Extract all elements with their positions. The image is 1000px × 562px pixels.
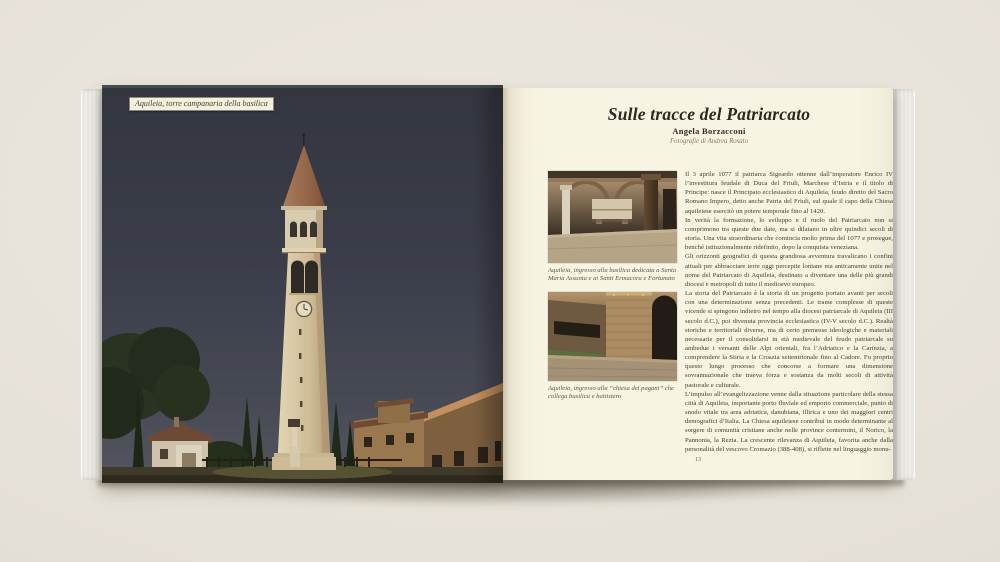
body-text-column xyxy=(685,170,893,454)
body-paragraph-5: L’impulso all’evangelizzazione venne dalla situazione particolare della stessa città di Aquileia, importante porto fluviale ed emporio commerciale, punto di snodo vitale tra area adriatica, danubiana, illirica e uno dei maggiori centri demografici d’Italia. La Chiesa aquileiese contribuì in modo determinante al sorgere di comunità cristiane anche nelle province contermini, il Norico, la Pannonia, la Rezia. La crescente rilevanza di Aquileia, favorita anche dalla personalità del vescovo Cromazio (388-408), si riflette nel linguaggio monu- xyxy=(685,390,893,453)
bell-tower-photo xyxy=(102,85,503,483)
gutter-shading xyxy=(473,85,503,483)
figure-caption-1: Aquileia, ingresso alla basilica dedicata a Santa Maria Assunta e ai Santi Ermacora e Fortunato xyxy=(548,267,677,282)
chiesa-dei-pagani-photo xyxy=(548,292,677,381)
body-paragraph-1: Il 3 aprile 1077 il patriarca Sigeardo ottenne dall’imperatore Enrico IV l’investitura feudale di Duca del Friuli, Marchese d’Istria e il titolo di Principe: nasce il Principato ecclesiastico di Aquileia, feudo diretto del Sacro Romano Impero, detto anche Patria del Friuli, sul quale il capo della Chiesa aquileiese esercitò un potere temporale fino al 1420. xyxy=(685,171,893,215)
clock xyxy=(296,301,311,316)
body-paragraph-4: La storia del Patriarcato è la storia di un progetto portato avanti per secoli con una determinazione senza precedenti. Le trame complesse di queste vicende si spingono indietro nel tempo alla diocesi patriarcale di Aquileia (III secolo d.C.), poi divenuta provincia ecclesiastica (IV-V secolo d.C.). Realtà storiche e territoriali diverse, ma di certo premesse ideologiche e materiali necessarie per il consolidarsi in età medievale del feudo patriarcale su ambedue i versanti delle Alpi orientali, fra l’Adriatico e la Carinzia, a comprendere la Stiria e la Croazia settentrionale fino al Cadore. Fu proprio questo lungo processo che concorse a formare una dimensione sovrannazionale che traeva forza e sostanza da molti secoli di attività pastorale e culturale. xyxy=(685,290,893,389)
page-top-sheen xyxy=(102,85,503,88)
body-paragraph-3: Gli orizzonti geografici di questa grandiosa avventura travalicano i confini attuali per abbracciare terre oggi percepite lontane ma anticamente unite nel nome del Patriarcato di Aquileia, destinato a diventare una delle più grandi diocesi e metropoli di tutto il medioevo europeo. xyxy=(685,253,893,288)
chapter-title: Sulle tracce del Patriarcato xyxy=(607,104,811,124)
figure-caption-2: Aquileia, ingresso alla “chiesa dei pagani” che collega basilica e battistero xyxy=(548,385,674,400)
left-page-stack xyxy=(81,89,103,480)
photo-caption-text: Aquileia, torre campanaria della basilica xyxy=(135,99,268,108)
page-number: 13 xyxy=(695,457,701,463)
chapter-header xyxy=(533,105,885,146)
figure-gap xyxy=(548,282,677,292)
figures-column xyxy=(548,171,677,400)
right-page xyxy=(503,88,893,480)
basilica-entrance-photo xyxy=(548,171,677,263)
chapter-credit: Fotografie di Andrea Rosato xyxy=(670,138,748,145)
photo-caption-label xyxy=(129,97,274,111)
chapter-author: Angela Borzacconi xyxy=(672,126,746,136)
body-paragraph-2: In verità la formazione, lo sviluppo e il ruolo del Patriarcato non si comprimono tra queste due date, ma si dilatano in oltre quindici secoli di storia. Una vita straordinaria che comincia molto prima del 1077 e prosegue, benché istituzionalmente ridefinito, dopo la conquista veneziana. xyxy=(685,216,893,252)
right-page-stack xyxy=(893,89,915,480)
left-page xyxy=(102,85,503,483)
